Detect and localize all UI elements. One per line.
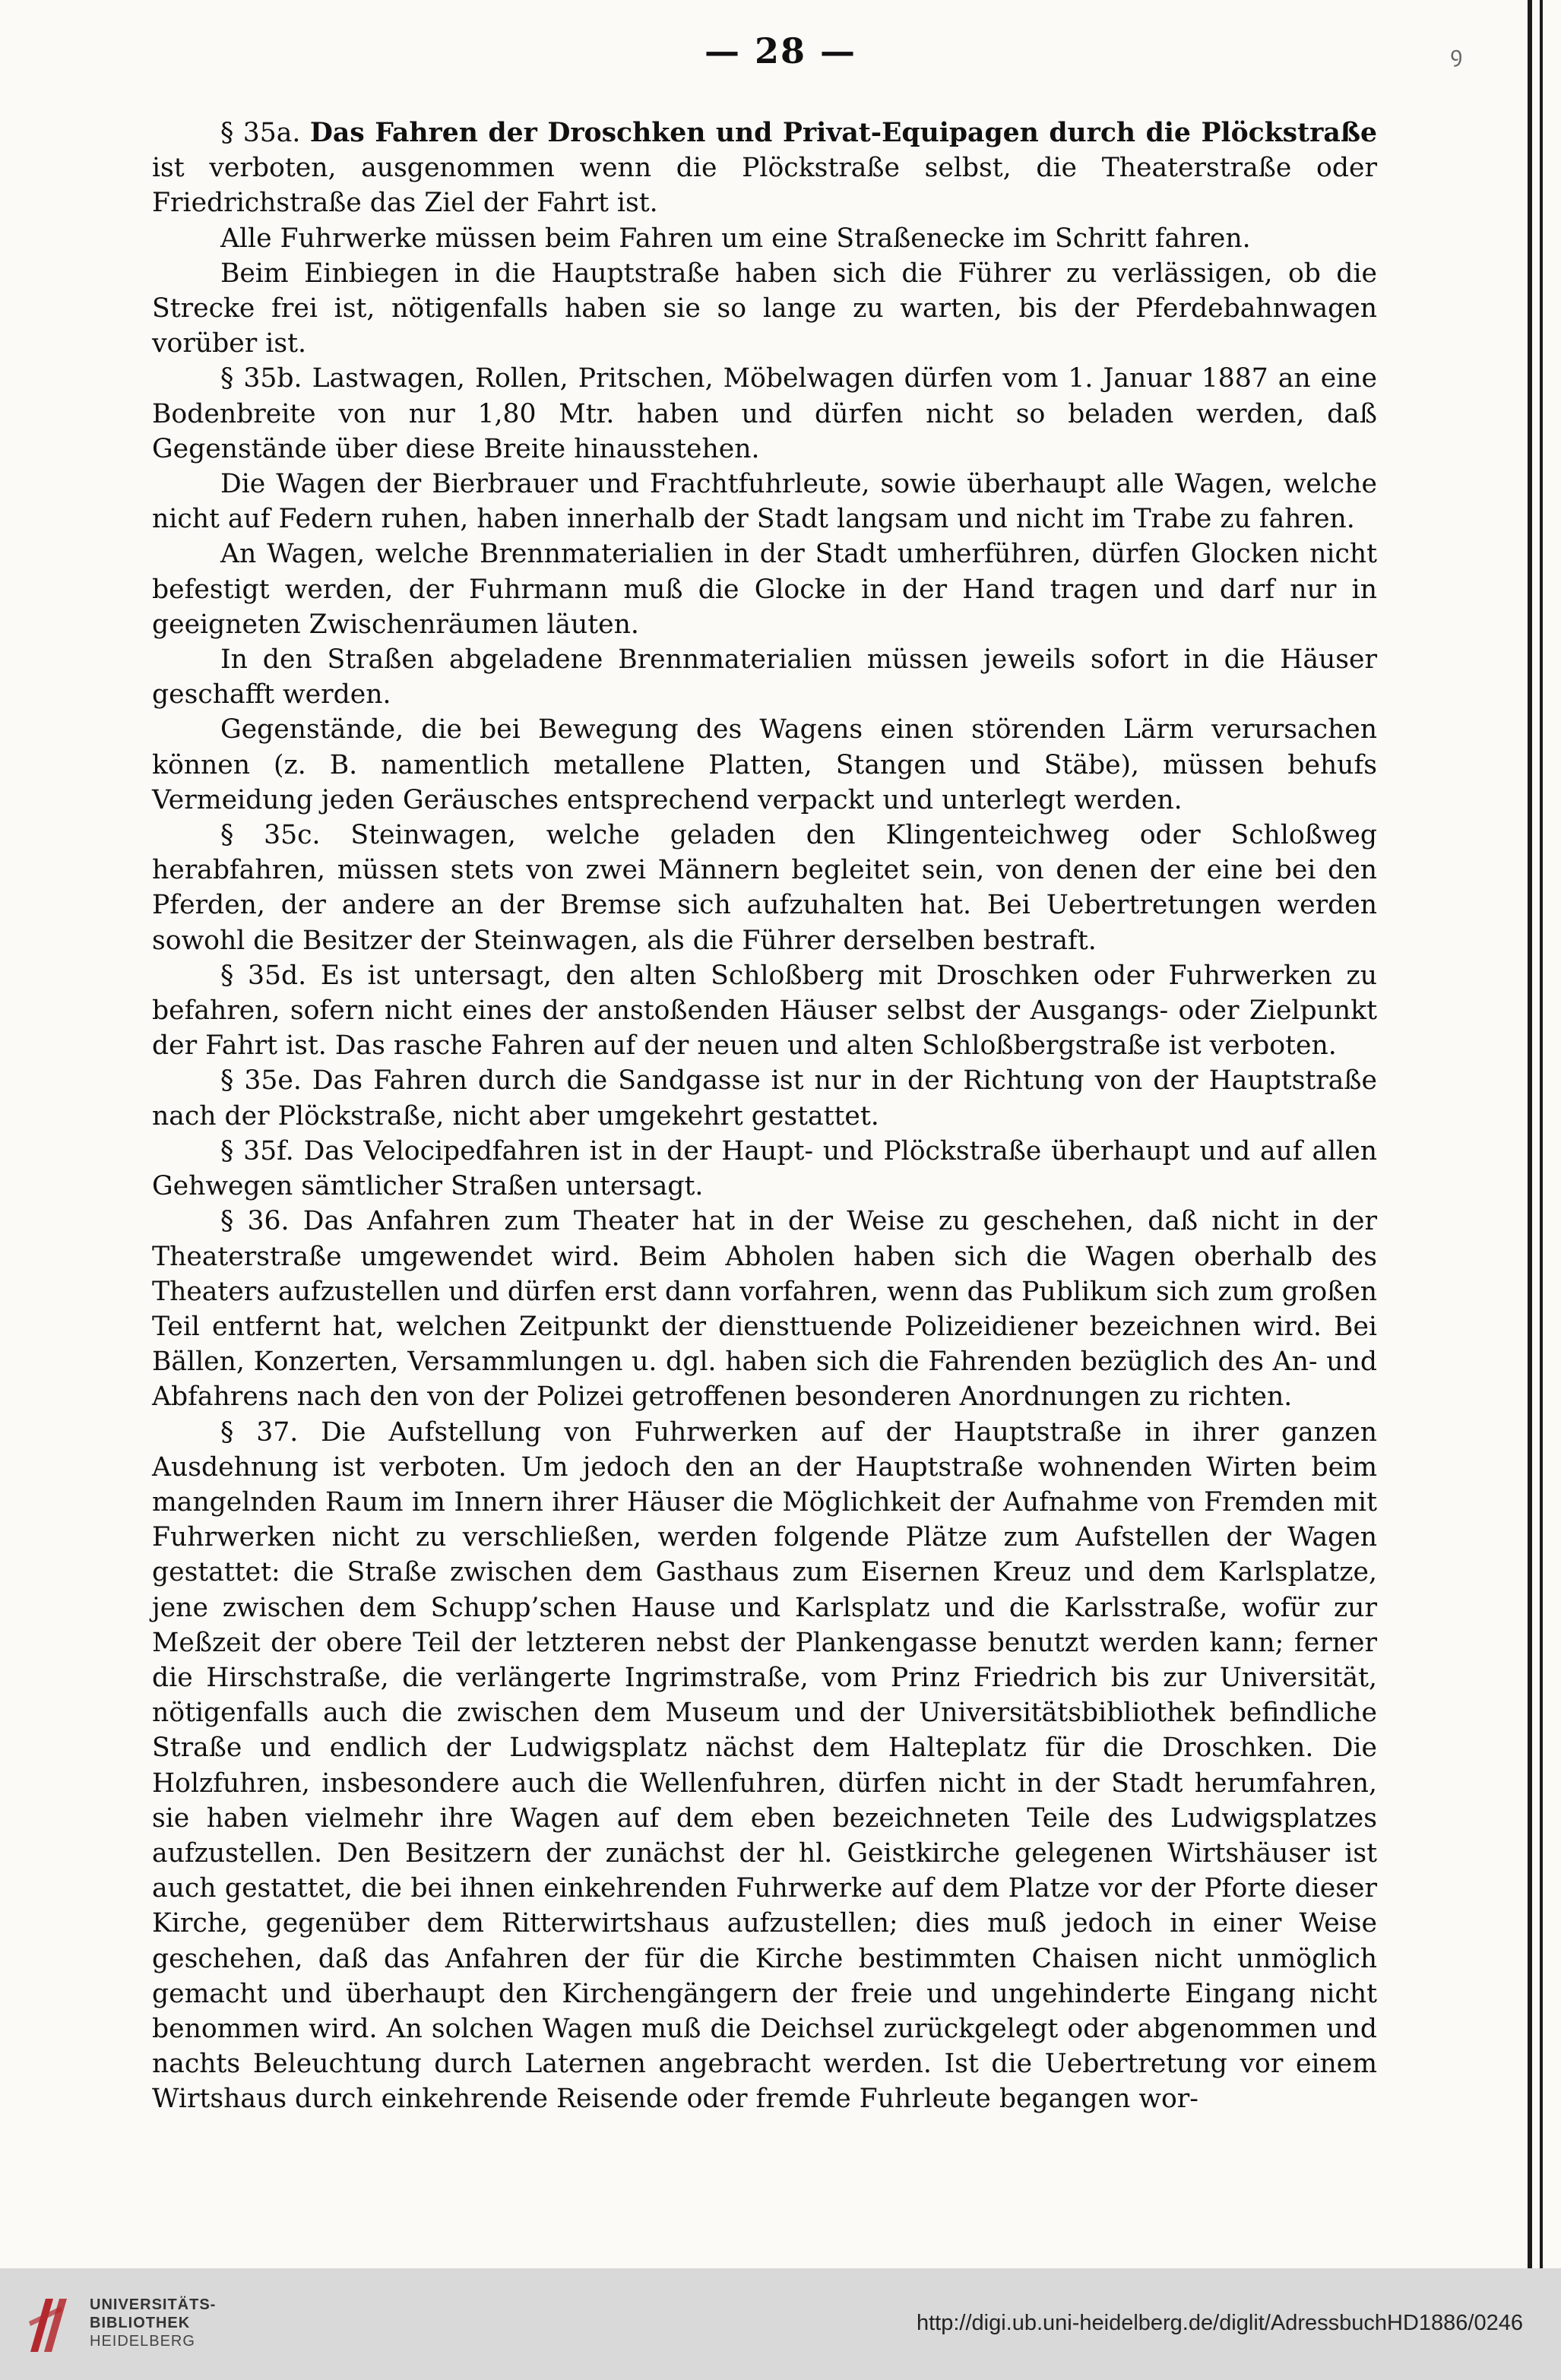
section-number: § 37. xyxy=(220,1416,299,1448)
section-number: § 35c. xyxy=(220,820,321,851)
paragraph xyxy=(152,1415,1377,2117)
paragraph xyxy=(152,712,1377,818)
section-number: § 35e. xyxy=(220,1065,302,1097)
paragraph-text: Steinwagen, welche geladen den Klingenteichweg oder Schloßweg herabfahren, müssen stets von zwei Männern begleitet sein, von denen der eine bei den Pferden, der andere an der Bremse sich aufzuhalten hat. Bei Uebertretungen werden sowohl die Besitzer der Steinwagen, als die Führer derselben bestraft. xyxy=(152,820,1378,956)
paragraph-text: Das Velocipedfahren ist in der Haupt- und Plöckstraße überhaupt und auf allen Gehwegen sämtlicher Straßen untersagt. xyxy=(152,1135,1377,1202)
section-number: § 35b. xyxy=(220,363,302,394)
library-name-line: BIBLIOTHEK xyxy=(90,2315,191,2331)
page-edge-rule xyxy=(1528,0,1532,2268)
paragraph-text: Gegenstände, die bei Bewegung des Wagens einen störenden Lärm verursachen können (z. B. namentlich metallene Platten, Stangen und Stäbe), müssen behufs Vermeidung jeden Geräusches entsprechend verpackt und unterlegt werden. xyxy=(152,714,1377,815)
section-number: § 35d. xyxy=(220,960,307,991)
source-url-link[interactable]: http://digi.ub.uni-heidelberg.de/diglit/AdressbuchHD1886/0246 xyxy=(916,2311,1523,2335)
paragraph xyxy=(152,642,1377,712)
paragraph-text: Das Anfahren zum Theater hat in der Weise zu geschehen, daß nicht in der Theaterstraße umgewendet wird. Beim Abholen haben sich die Wagen oberhalb des Theaters aufzustellen und dürfen erst dann vorfahren, wenn das Publikum sich zum großen Teil entfernt hat, welchen Zeitpunkt der diensttuende Polizeidiener bezeichnen wird. Bei Bällen, Konzerten, Versammlungen u. dgl. haben sich die Fahrenden bezüglich des An- und Abfahrens nach den von der Polizei getroffenen besonderen Anordnungen zu richten. xyxy=(152,1206,1378,1413)
paragraph xyxy=(152,1134,1377,1204)
section-heading: Das Fahren der Droschken und Privat-Equipagen durch die Plöckstraße xyxy=(309,118,1377,148)
paragraph-text: An Wagen, welche Brennmaterialien in der Stadt umherführen, dürfen Glocken nicht befestigt werden, der Fuhrmann muß die Glocke in der Hand tragen und darf nur in geeigneten Zwischenräumen läuten. xyxy=(152,539,1377,640)
paragraph-text: Die Aufstellung von Fuhrwerken auf der Hauptstraße in ihrer ganzen Ausdehnung ist verboten. Um jedoch den an der Hauptstraße wohnenden Wirten beim mangelnden Raum im Innern ihrer Häuser die Möglichkeit der Aufnahme von Fremden mit Fuhrwerken nicht zu verschließen, werden folgende Plätze zum Aufstellen der Wagen gestattet: die Straße zwischen dem Gasthaus zum Eisernen Kreuz und dem Karlsplatze, jene zwischen dem Schupp’schen Hause und Karlsplatz und die Karlsstraße, wofür zur Meßzeit der obere Teil der letzteren nebst der Plankengasse benutzt werden kann; ferner die Hirschstraße, die verlängerte Ingrimstraße, vom Prinz Friedrich bis zur Universität, nötigenfalls auch die zwischen dem Museum und der Universitätsbibliothek befindliche Straße und endlich der Ludwigsplatz nächst dem Halteplatz für die Droschken. Die Holzfuhren, insbesondere auch die Wellenfuhren, dürfen nicht in der Stadt herumfahren, sie haben vielmehr ihre Wagen auf dem eben bezeichneten Teile des Ludwigsplatzes aufzustellen. Den Besitzern der zunächst der hl. Geistkirche gelegenen Wirtshäuser ist auch gestattet, die bei ihnen einkehrenden Fuhrwerke auf dem Platze vor der Pforte dieser Kirche, gegenüber dem Ritterwirtshaus aufzustellen; dies muß jedoch in einer Weise geschehen, daß das Anfahren der für die Kirche bestimmten Chaisen nicht unmöglich gemacht und überhaupt den Kirchengängern der freie und ungehinderte Eingang nicht benommen wird. An solchen Wagen muß die Deichsel zurückgelegt oder abgenommen und nachts Beleuchtung durch Laternen angebracht werden. Ist die Uebertretung vor einem Wirtshaus durch einkehrende Reisende oder fremde Fuhrleute begangen wor- xyxy=(152,1416,1378,2115)
paragraph-text: Lastwagen, Rollen, Pritschen, Möbelwagen dürfen vom 1. Januar 1887 an eine Bodenbreite von nur 1,80 Mtr. haben und dürfen nicht so beladen werden, daß Gegenstände über diese Breite hinausstehen. xyxy=(152,363,1377,464)
paragraph-text: In den Straßen abgeladene Brennmaterialien müssen jeweils sofort in die Häuser geschafft werden. xyxy=(152,644,1377,711)
paragraph-text: Beim Einbiegen in die Hauptstraße haben sich die Führer zu verlässigen, ob die Strecke frei ist, nötigenfalls haben sie so lange zu warten, bis der Pferdebahnwagen vorüber ist. xyxy=(152,258,1377,359)
section-number: § 35f. xyxy=(220,1135,294,1166)
paragraph xyxy=(152,116,1377,221)
paragraph-text: Es ist untersagt, den alten Schloßberg mit Droschken oder Fuhrwerken zu befahren, sofern nicht eines der anstoßenden Häuser selbst der Ausgangs- oder Zielpunkt der Fahrt ist. Das rasche Fahren auf der neuen und alten Schloßbergstraße ist verboten. xyxy=(152,960,1377,1062)
section-number: § 36. xyxy=(220,1206,290,1237)
paragraph xyxy=(152,256,1377,362)
paragraph-text: Das Fahren durch die Sandgasse ist nur in der Richtung von der Hauptstraße nach der Plöckstraße, nicht aber umgekehrt gestattet. xyxy=(152,1065,1377,1131)
page-number: — 28 — xyxy=(704,30,857,71)
paragraph xyxy=(152,958,1377,1064)
university-library-logo-icon xyxy=(23,2291,76,2359)
section-number: § 35a. xyxy=(220,118,301,148)
paragraph-text: ist verboten, ausgenommen wenn die Plöckstraße selbst, die Theaterstraße oder Friedrichstraße das Ziel der Fahrt ist. xyxy=(152,153,1377,219)
body-text xyxy=(152,116,1377,2117)
footer-bar xyxy=(0,2268,1561,2380)
paragraph-text: Die Wagen der Bierbrauer und Frachtfuhrleute, sowie überhaupt alle Wagen, welche nicht auf Federn ruhen, haben innerhalb der Stadt langsam und nicht im Trabe zu fahren. xyxy=(152,469,1377,535)
paragraph xyxy=(152,467,1377,536)
paragraph xyxy=(152,536,1377,642)
paragraph xyxy=(152,361,1377,467)
library-name xyxy=(90,2296,216,2350)
library-name-line: HEIDELBERG xyxy=(90,2333,195,2350)
paragraph-text: Alle Fuhrwerke müssen beim Fahren um eine Straßenecke im Schritt fahren. xyxy=(220,223,1251,254)
paragraph xyxy=(152,1204,1377,1414)
library-name-line: UNIVERSITÄTS- xyxy=(90,2296,217,2313)
corner-mark: ꝯ xyxy=(1450,42,1463,67)
paragraph xyxy=(152,1063,1377,1133)
paragraph xyxy=(152,818,1377,958)
page-edge-rule xyxy=(1540,0,1543,2268)
paragraph xyxy=(152,221,1377,256)
